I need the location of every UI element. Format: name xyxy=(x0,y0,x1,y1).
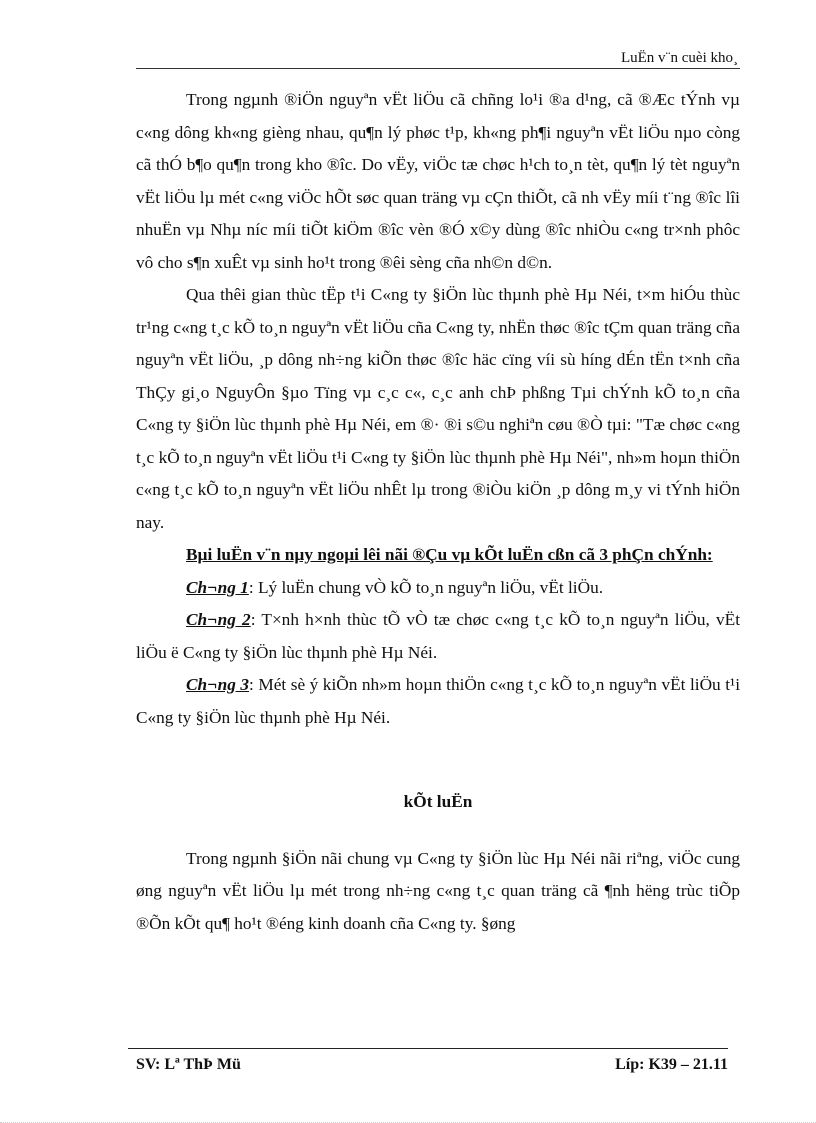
conclusion-title: kÕt luËn xyxy=(403,792,473,811)
chapter-1-item xyxy=(136,572,740,605)
chapter-3-label: Ch¬ng 3 xyxy=(186,675,250,694)
chapter-2-label: Ch¬ng 2 xyxy=(186,610,251,629)
intro-paragraph-2: Qua thêi gian thùc tËp t¹i C«ng ty §iÖn lùc thµnh phè Hµ Néi, t×m hiÓu thùc tr¹ng c«ng t¸c kÕ to¸n nguyªn vËt liÖu cña C«ng ty, nhËn thøc ®îc tÇm quan träng cña nguyªn vËt liÖu, ¸p dông nh÷ng kiÕn thøc ®îc häc cïng víi sù híng dÉn tËn t×nh cña ThÇy gi¸o NguyÔn §µo Tïng vµ c¸c c«, c¸c anh chÞ phßng Tµi chÝnh kÕ to¸n cña C«ng ty §iÖn lùc thµnh phè Hµ Néi, em ®· ®i s©u nghiªn cøu ®Ò tµi: "Tæ chøc c«ng t¸c kÕ to¸n nguyªn vËt liÖu t¹i C«ng ty §iÖn lùc thµnh phè Hµ Néi", nh»m hoµn thiÖn c«ng t¸c kÕ to¸n nguyªn vËt liÖu nhÊt lµ trong ®iÒu kiÖn ¸p dông m¸y vi tÝnh hiÖn nay. xyxy=(136,285,740,532)
structure-heading-text: Bµi luËn v¨n nµy ngoµi lêi nãi ®Çu vµ kÕt luËn cßn cã 3 phÇn chÝnh: xyxy=(186,545,713,564)
footer-rule xyxy=(128,1048,728,1049)
chapter-1-text: : Lý luËn chung vÒ kÕ to¸n nguyªn liÖu, vËt liÖu. xyxy=(248,577,604,597)
chapter-2-item xyxy=(136,604,740,669)
conclusion-paragraph: Trong ngµnh §iÖn nãi chung vµ C«ng ty §iÖn lùc Hµ Néi nãi riªng, viÖc cung øng nguyªn vËt liÖu lµ mét trong nh÷ng c«ng t¸c quan träng cã ¶nh hëng trùc tiÕp ®Õn kÕt qu¶ ho¹t ®éng kinh doanh cña C«ng ty. §øng xyxy=(136,848,740,933)
header-rule xyxy=(136,68,740,69)
chapter-1-label: Ch¬ng 1 xyxy=(186,577,249,597)
running-header: LuËn v¨n cuèi kho¸ xyxy=(620,50,738,66)
footer-class: Líp: K39 – 21.11 xyxy=(615,1056,728,1073)
chapter-3-text: : Mét sè ý kiÕn nh»m hoµn thiÖn c«ng t¸c kÕ to¸n nguyªn vËt liÖu t¹i C«ng ty §iÖn lùc thµnh phè Hµ Néi. xyxy=(136,675,740,727)
chapter-3-item xyxy=(136,669,740,734)
document-body xyxy=(136,84,740,940)
chapter-2-text: : T×nh h×nh thùc tÕ vÒ tæ chøc c«ng t¸c kÕ to¸n nguyªn liÖu, vËt liÖu ë C«ng ty §iÖn lùc thµnh phè Hµ Néi. xyxy=(136,610,740,662)
structure-heading xyxy=(136,539,740,572)
footer-student: SV: Lª ThÞ Mü xyxy=(136,1056,241,1073)
intro-paragraph-1: Trong ngµnh ®iÖn nguyªn vËt liÖu cã chñng lo¹i ®a d¹ng, cã ®Æc tÝnh vµ c«ng dông kh«ng gièng nhau, qu¶n lý phøc t¹p, kh«ng ph¶i nguyªn vËt liÖu nµo còng cã thÓ b¶o qu¶n trong kho ®îc. Do vËy, viÖc tæ chøc h¹ch to¸n tèt, qu¶n lý tèt nguyªn vËt liÖu lµ mét c«ng viÖc hÕt søc quan träng vµ cÇn thiÕt, cã nh vËy míi t¨ng ®îc lîi nhuËn vµ Nhµ níc míi tiÕt kiÖm ®îc vèn ®Ó x©y dùng ®îc nhiÒu c«ng tr×nh phôc vô cho s¶n xuÊt vµ sinh ho¹t trong ®êi sèng cña nh©n d©n. xyxy=(136,90,740,272)
